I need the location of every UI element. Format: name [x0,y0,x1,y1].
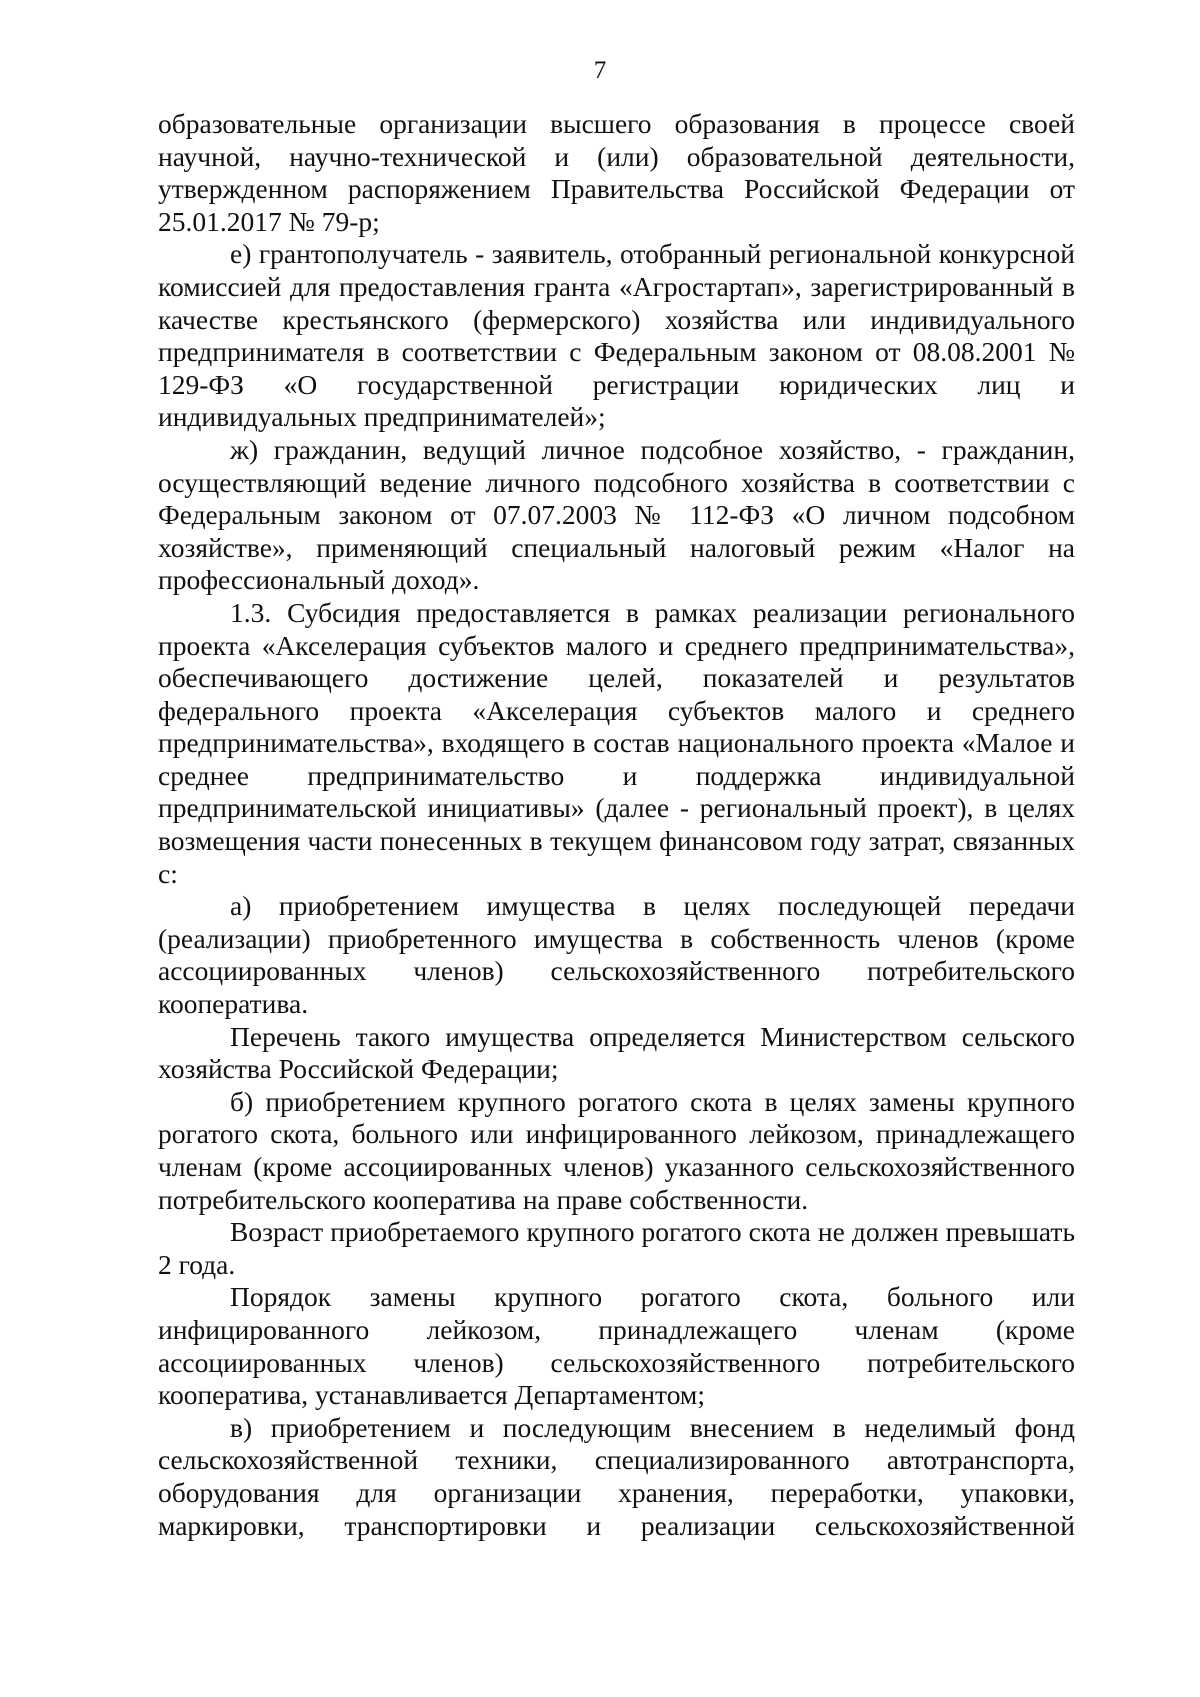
document-body [158,108,1075,1542]
paragraph-item-zh-citizen: ж) гражданин, ведущий личное подсобное хозяйство, - гражданин, осуществляющий ведение личного подсобного хозяйства в соответствии с Федеральным законом от 07.07.2003 № 112-ФЗ «О личном подсобном хозяйстве», применяющий специальный налоговый режим «Налог на профессиональный доход». [158,433,1075,596]
paragraph-1-3-subsidy: 1.3. Субсидия предоставляется в рамках реализации регионального проекта «Акселерация субъектов малого и среднего предпринимательства», обеспечивающего достижение целей, показателей и результатов федерального проекта «Акселерация субъектов малого и среднего предпринимательства», входящего в состав национального проекта «Малое и среднее предпринимательство и поддержка индивидуальной предпринимательской инициативы» (далее - региональный проект), в целях возмещения части понесенных в текущем финансовом году затрат, связанных с: [158,596,1075,889]
paragraph-item-v-equipment: в) приобретением и последующим внесением в неделимый фонд сельскохозяйственной техники, специализированного автотранспорта, оборудования для организации хранения, переработки, упаковки, маркировки, транспортировки и реализации сельскохозяйственной [158,1411,1075,1541]
paragraph-property-list: Перечень такого имущества определяется Министерством сельского хозяйства Российской Федерации; [158,1020,1075,1085]
paragraph-item-a-property: а) приобретением имущества в целях последующей передачи (реализации) приобретенного имущества в собственность членов (кроме ассоциированных членов) сельскохозяйственного потребительского кооператива. [158,890,1075,1020]
paragraph-item-e-grant-recipient: е) грантополучатель - заявитель, отобранный региональной конкурсной комиссией для предоставления гранта «Агростартап», зарегистрированный в качестве крестьянского (фермерского) хозяйства или индивидуального предпринимателя в соответствии с Федеральным законом от 08.08.2001 № 129-ФЗ «О государственной регистрации юридических лиц и индивидуальных предпринимателей»; [158,238,1075,433]
paragraph-replacement-procedure: Порядок замены крупного рогатого скота, больного или инфицированного лейкозом, принадлежащего членам (кроме ассоциированных членов) сельскохозяйственного потребительского кооператива, устанавливается Департаментом; [158,1281,1075,1411]
paragraph-item-b-cattle: б) приобретением крупного рогатого скота в целях замены крупного рогатого скота, больного или инфицированного лейкозом, принадлежащего членам (кроме ассоциированных членов) указанного сельскохозяйственного потребительского кооператива на праве собственности. [158,1085,1075,1215]
page-number: 7 [593,57,607,84]
paragraph-cattle-age: Возраст приобретаемого крупного рогатого скота не должен превышать 2 года. [158,1216,1075,1280]
paragraph-continuation: образовательные организации высшего образования в процессе своей научной, научно-технической и (или) образовательной деятельности, утвержденном распоряжением Правительства Российской Федерации от 25.01.2017 № 79-р; [158,108,1075,237]
